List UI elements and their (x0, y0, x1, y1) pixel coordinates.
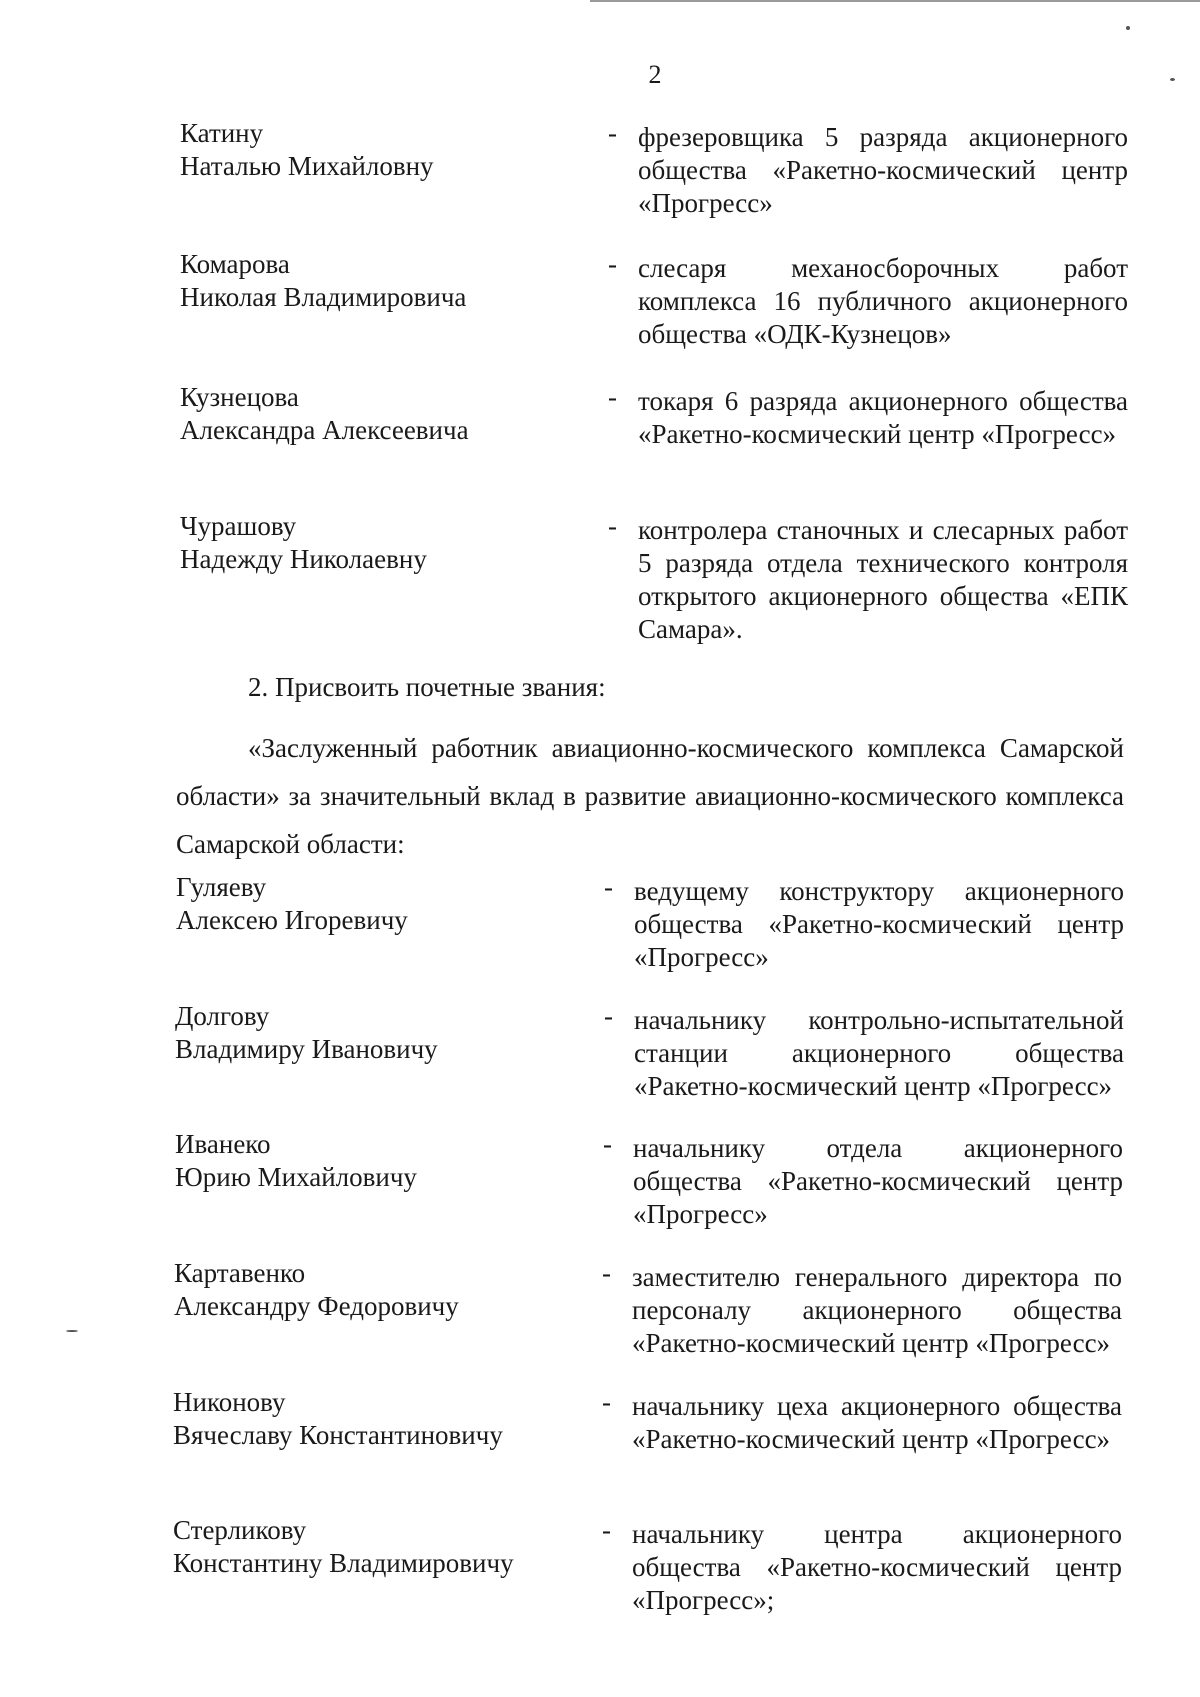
recipient-surname: Комарова (180, 249, 290, 279)
recipient-name (180, 381, 469, 447)
recipient-given-name: Алексею Игоревичу (176, 905, 408, 935)
separator-dash: - (604, 872, 613, 902)
recipient-position: ведущему конструктору акционерного общества «Ракетно-космический центр «Прогресс» (634, 876, 1124, 972)
recipient-given-name: Наталью Михайловну (180, 151, 434, 181)
recipient-given-name: Владимиру Ивановичу (175, 1034, 438, 1064)
recipient-name (180, 117, 434, 183)
recipient-name (173, 1514, 514, 1580)
recipient-position: начальнику центра акционерного общества «Ракетно-космический центр «Прогресс»; (632, 1519, 1122, 1615)
recipient-position: начальнику цеха акционерного общества «Ракетно-космический центр «Прогресс» (632, 1391, 1122, 1454)
separator-dash: - (603, 1129, 612, 1159)
recipient-name (180, 248, 466, 314)
separator-dash: - (608, 118, 617, 148)
recipient-position: начальнику контрольно-испытательной станции акционерного общества «Ракетно-космический центр «Прогресс» (634, 1005, 1124, 1101)
recipient-surname: Стерликову (173, 1515, 307, 1545)
recipient-surname: Чурашову (180, 511, 297, 541)
recipient-position: фрезеровщика 5 разряда акционерного общества «Ракетно-космический центр «Прогресс» (638, 122, 1128, 218)
recipient-surname: Картавенко (174, 1258, 306, 1288)
recipient-given-name: Александра Алексеевича (180, 415, 469, 445)
recipient-name (175, 1000, 438, 1066)
recipient-name (176, 871, 408, 937)
separator-dash: - (608, 511, 617, 541)
page-number: 2 (648, 60, 662, 89)
recipient-given-name: Надежду Николаевну (180, 544, 427, 574)
recipient-name (180, 510, 427, 576)
scan-edge (590, 0, 1200, 2)
recipient-name (173, 1386, 503, 1452)
recipient-surname: Катину (180, 118, 264, 148)
recipient-position: заместителю генерального директора по персоналу акционерного общества «Ракетно-космический центр «Прогресс» (632, 1262, 1122, 1358)
recipient-surname: Никонову (173, 1387, 286, 1417)
recipient-given-name: Константину Владимировичу (173, 1548, 514, 1578)
recipient-position: слесаря механосборочных работ комплекса 16 публичного акционерного общества «ОДК-Кузнецов» (638, 253, 1128, 349)
separator-dash: - (604, 1001, 613, 1031)
recipient-given-name: Николая Владимировича (180, 282, 467, 312)
honorary-title-paragraph: «Заслуженный работник авиационно-космического комплекса Самарской области» за значительный вклад в развитие авиационно-космического комплекса Самарской области: (176, 733, 1124, 859)
separator-dash: - (608, 382, 617, 412)
recipient-surname: Гуляеву (176, 872, 267, 902)
recipient-position: начальнику отдела акционерного общества «Ракетно-космический центр «Прогресс» (633, 1133, 1123, 1229)
separator-dash: - (602, 1258, 611, 1288)
recipient-name (174, 1257, 459, 1323)
recipient-position: токаря 6 разряда акционерного общества «Ракетно-космический центр «Прогресс» (638, 386, 1128, 449)
recipient-given-name: Александру Федоровичу (174, 1291, 459, 1321)
recipient-position: контролера станочных и слесарных работ 5 разряда отдела технического контроля открытого акционерного общества «ЕПК Самара». (638, 515, 1128, 644)
scan-speck (1126, 26, 1130, 30)
numbered-item: 2. Присвоить почетные звания: (248, 672, 606, 702)
recipient-surname: Кузнецова (180, 382, 299, 412)
separator-dash: - (602, 1515, 611, 1545)
recipient-given-name: Юрию Михайловичу (175, 1162, 417, 1192)
recipient-name (175, 1128, 417, 1194)
separator-dash: - (608, 249, 617, 279)
recipient-given-name: Вячеславу Константиновичу (173, 1420, 503, 1450)
recipient-surname: Иванеко (175, 1129, 271, 1159)
recipient-surname: Долгову (175, 1001, 270, 1031)
scan-speck (66, 1330, 78, 1332)
separator-dash: - (602, 1387, 611, 1417)
